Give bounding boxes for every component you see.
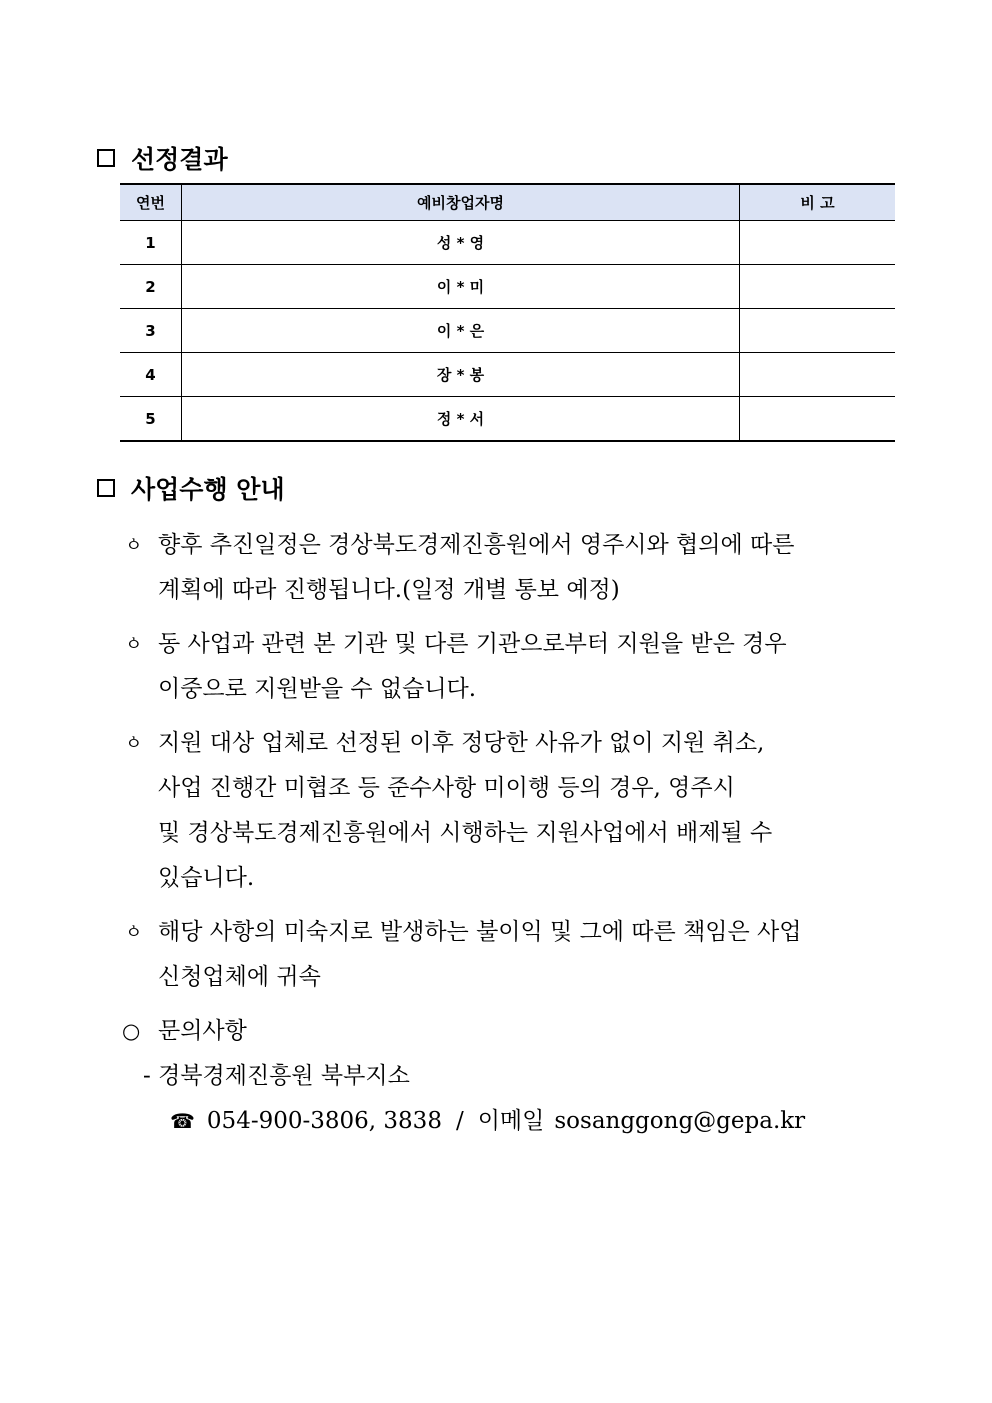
contact-details [170,1099,805,1144]
guide-item [125,721,900,901]
guide-line: 해당 사항의 미숙지로 발생하는 불이익 및 그에 따른 책임은 사업 [158,919,802,945]
bullet-icon: ㆁ [125,634,143,655]
guide-line: 이중으로 지원받을 수 없습니다. [158,676,477,702]
guide-line: 지원 대상 업체로 선정된 이후 정당한 사유가 없이 지원 취소, [158,730,765,756]
guide-item [125,910,900,1000]
guide-line: 계획에 따라 진행됩니다.(일정 개별 통보 예정) [158,577,620,603]
guide-line: 있습니다. [158,865,255,891]
cell-note [740,221,896,265]
table-row [120,309,895,353]
cell-note [740,309,896,353]
cell-note [740,353,896,397]
cell-no: 3 [120,309,182,353]
cell-name: 이 * 은 [182,309,740,353]
guide-line: 및 경상북도경제진흥원에서 시행하는 지원사업에서 배제될 수 [158,820,773,846]
checkbox-square-icon [97,479,115,497]
table-row [120,353,895,397]
table-row [120,397,895,442]
cell-name: 정 * 서 [182,397,740,442]
cell-name: 이 * 미 [182,265,740,309]
email-address[interactable]: sosanggong@gepa.kr [554,1108,806,1134]
section-title: 사업수행 안내 [131,475,285,504]
checkbox-square-icon [97,149,115,167]
email-label: 이메일 [477,1108,545,1134]
section-title: 선정결과 [131,145,228,174]
guide-line: 동 사업과 관련 본 기관 및 다른 기관으로부터 지원을 받은 경우 [158,631,787,657]
cell-name: 장 * 봉 [182,353,740,397]
bullet-icon: ㆁ [125,733,143,754]
guide-line: 향후 추진일정은 경상북도경제진흥원에서 영주시와 협의에 따른 [158,532,795,558]
guide-item [125,622,900,712]
section-heading-business-guide [97,470,285,506]
cell-note [740,265,896,309]
guide-line: 신청업체에 귀속 [158,964,321,990]
circle-bullet-icon: ○ [122,1019,141,1043]
bullet-icon: ㆁ [125,922,143,943]
cell-no: 1 [120,221,182,265]
table-row [120,265,895,309]
selection-results-table [120,183,895,442]
cell-name: 성 * 영 [182,221,740,265]
table-header-row [120,184,895,221]
cell-note [740,397,896,442]
contact-organization: - 경북경제진흥원 북부지소 [143,1063,410,1089]
header-no: 연번 [120,184,182,221]
header-name: 예비창업자명 [182,184,740,221]
cell-no: 5 [120,397,182,442]
guide-item [125,523,900,613]
header-note: 비 고 [740,184,896,221]
section-heading-selection-results [97,140,228,176]
phone-icon: ☎ [170,1109,195,1133]
phone-number: 054-900-3806, 3838 [206,1108,442,1134]
inquiry-item [122,1009,900,1054]
bullet-icon: ㆁ [125,535,143,556]
cell-no: 4 [120,353,182,397]
inquiry-label: 문의사항 [158,1018,247,1044]
guide-line: 사업 진행간 미협조 등 준수사항 미이행 등의 경우, 영주시 [158,775,735,801]
table-row [120,221,895,265]
cell-no: 2 [120,265,182,309]
separator: / [455,1108,464,1134]
